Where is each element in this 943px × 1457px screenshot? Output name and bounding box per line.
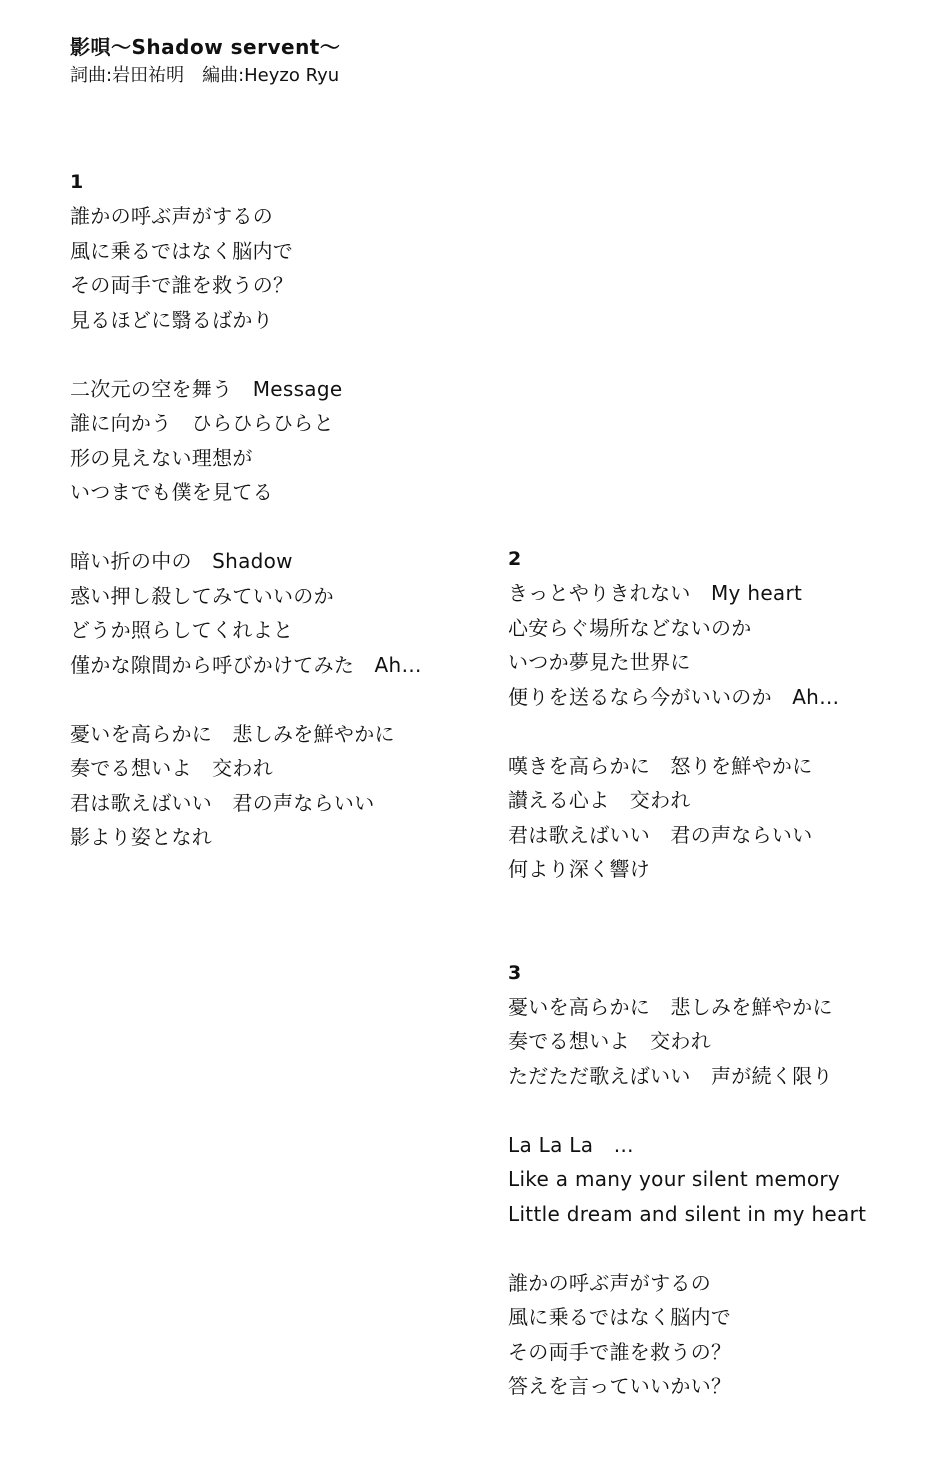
verse-number: 3 — [508, 961, 522, 984]
lyric-line: La La La … — [508, 1132, 634, 1157]
stanza — [70, 199, 422, 337]
lyric-line: 影より姿となれ — [70, 825, 213, 849]
lyric-line: その両手で誰を救うの？ — [508, 1339, 732, 1364]
song-header — [70, 33, 340, 91]
lyric-line: Little dream and silent in my heart — [508, 1201, 867, 1226]
lyric-line: その両手で誰を救うの？ — [70, 273, 294, 297]
lyric-line: 奏でる想いよ 交われ — [70, 756, 273, 780]
lyric-line: 風に乗るではなく脳内で — [508, 1305, 732, 1329]
song-title: 影唄〜Shadow servent〜 — [70, 35, 341, 59]
lyric-line: 誰かの呼ぶ声がするの — [70, 204, 273, 228]
verse-1 — [70, 165, 422, 855]
stanza — [508, 1266, 866, 1404]
lyric-line: 憂いを高らかに 悲しみを鮮やかに — [70, 721, 395, 746]
verse-2-and-3 — [508, 542, 866, 1404]
lyric-line: ただただ歌えばいい 声が続く限り — [508, 1063, 833, 1088]
song-credits: 詞曲:岩田祐明 編曲:Heyzo Ryu — [70, 65, 340, 86]
lyric-line: 便りを送るなら今がいいのか Ah… — [508, 684, 840, 709]
lyric-line: 憂いを高らかに 悲しみを鮮やかに — [508, 994, 833, 1019]
chorus — [70, 717, 422, 855]
stanza — [508, 1128, 866, 1232]
chorus — [508, 749, 866, 887]
lyric-line: いつか夢見た世界に — [508, 650, 691, 674]
lyric-line: 風に乗るではなく脳内で — [70, 238, 294, 263]
lyric-line: Like a many your silent memory — [508, 1167, 841, 1191]
stanza — [70, 372, 422, 510]
lyric-line: 惑い押し殺してみていいのか — [70, 583, 334, 608]
chorus — [508, 990, 866, 1094]
lyric-line: 暗い折の中の Shadow — [70, 549, 293, 573]
lyric-line: 君は歌えばいい 君の声ならいい — [508, 822, 813, 847]
lyric-line: 答えを言っていいかい？ — [508, 1374, 732, 1398]
lyric-line: 誰に向かう ひらひらひらと — [70, 411, 334, 435]
lyric-line: 君は歌えばいい 君の声ならいい — [70, 790, 375, 815]
lyric-line: どうか照らしてくれよと — [70, 618, 294, 642]
verse-number: 2 — [508, 548, 522, 570]
stanza — [508, 576, 866, 714]
verse-number: 1 — [70, 171, 84, 193]
lyric-line: 奏でる想いよ 交われ — [508, 1029, 711, 1053]
lyric-line: 何より深く響け — [508, 857, 651, 881]
lyric-line: 讃える心よ 交われ — [508, 788, 691, 812]
lyric-line: いつまでも僕を見てる — [70, 480, 273, 504]
lyric-line: きっとやりきれない My heart — [508, 581, 803, 605]
lyric-line: 心安らぐ場所などないのか — [508, 615, 752, 640]
lyric-line: 嘆きを高らかに 怒りを鮮やかに — [508, 753, 813, 778]
lyric-line: 見るほどに翳るばかり — [70, 307, 273, 332]
lyric-line: 誰かの呼ぶ声がするの — [508, 1270, 711, 1295]
lyric-line: 僅かな隙間から呼びかけてみた Ah… — [70, 652, 422, 677]
stanza — [70, 544, 422, 682]
lyric-line: 形の見えない理想が — [70, 445, 253, 470]
lyric-line: 二次元の空を舞う Message — [70, 376, 343, 401]
